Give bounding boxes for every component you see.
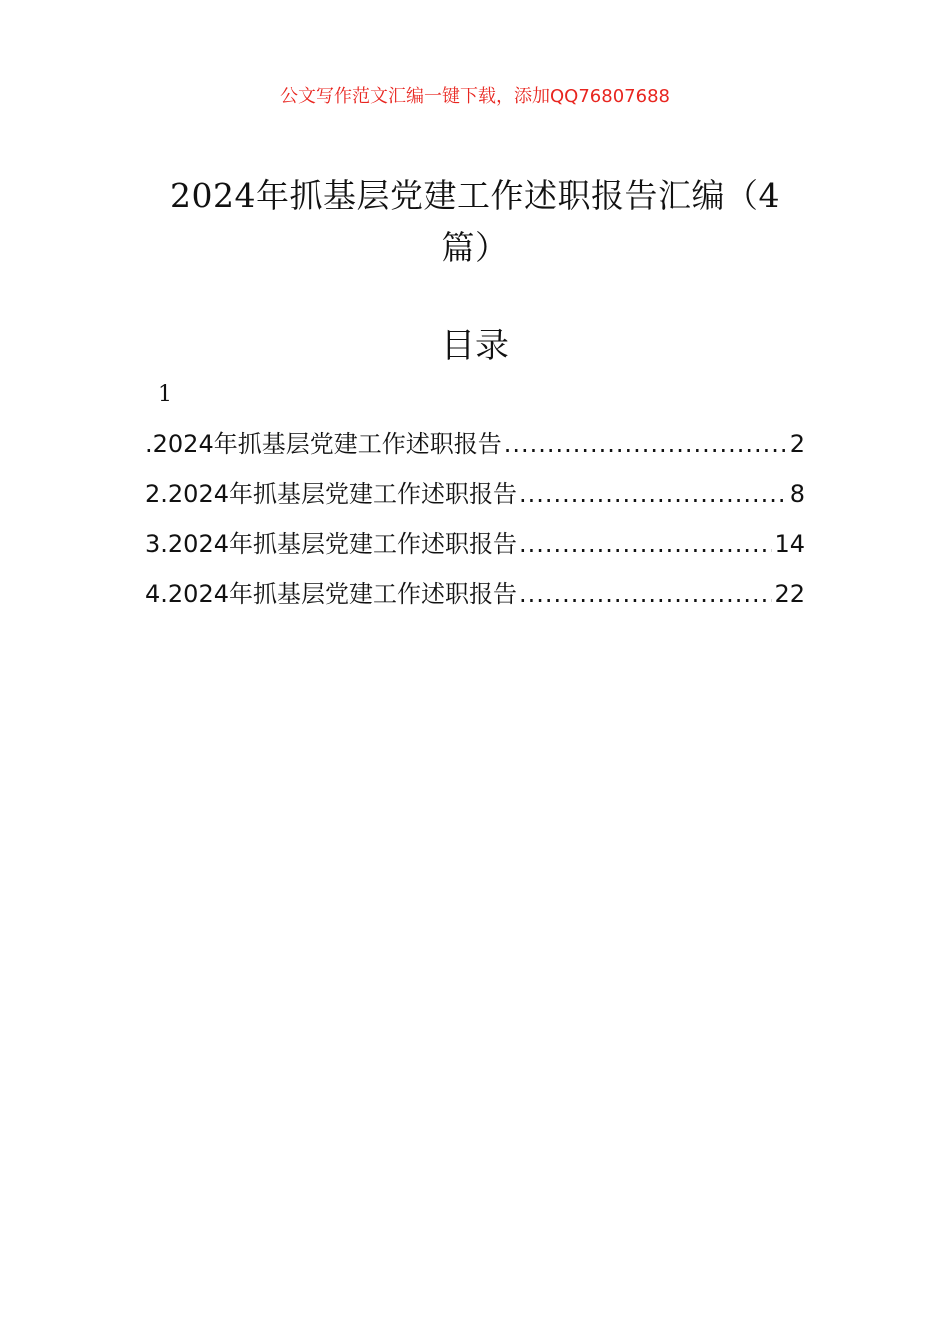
toc-heading: 目录 [441, 326, 509, 366]
toc-entry-label: 2.2024年抓基层党建工作述职报告 [145, 480, 517, 508]
toc-entry-4[interactable] [145, 572, 805, 622]
toc-entry-page: 8 [789, 480, 805, 508]
toc-dot-leader [519, 522, 772, 566]
toc-entry-3[interactable] [145, 522, 805, 572]
toc-dot-leader [519, 572, 772, 616]
toc-entry-label: .2024年抓基层党建工作述职报告 [145, 430, 502, 458]
promo-line: 公文写作范文汇编一键下载，添加QQ76807688 [280, 86, 670, 107]
toc-entry-label: 3.2024年抓基层党建工作述职报告 [145, 530, 517, 558]
table-of-contents [145, 422, 805, 622]
toc-entry-1[interactable] [145, 422, 805, 472]
toc-entry-page: 2 [789, 430, 805, 458]
toc-entry-label: 4.2024年抓基层党建工作述职报告 [145, 580, 517, 608]
toc-dot-leader [504, 422, 788, 466]
toc-entry-2[interactable] [145, 472, 805, 522]
toc-entry-page: 22 [774, 580, 805, 608]
toc-dot-leader [519, 472, 788, 516]
toc-stray-number: 1 [158, 382, 172, 407]
toc-entry-page: 14 [774, 530, 805, 558]
document-title: 2024年抓基层党建工作述职报告汇编（4篇） [170, 176, 780, 267]
